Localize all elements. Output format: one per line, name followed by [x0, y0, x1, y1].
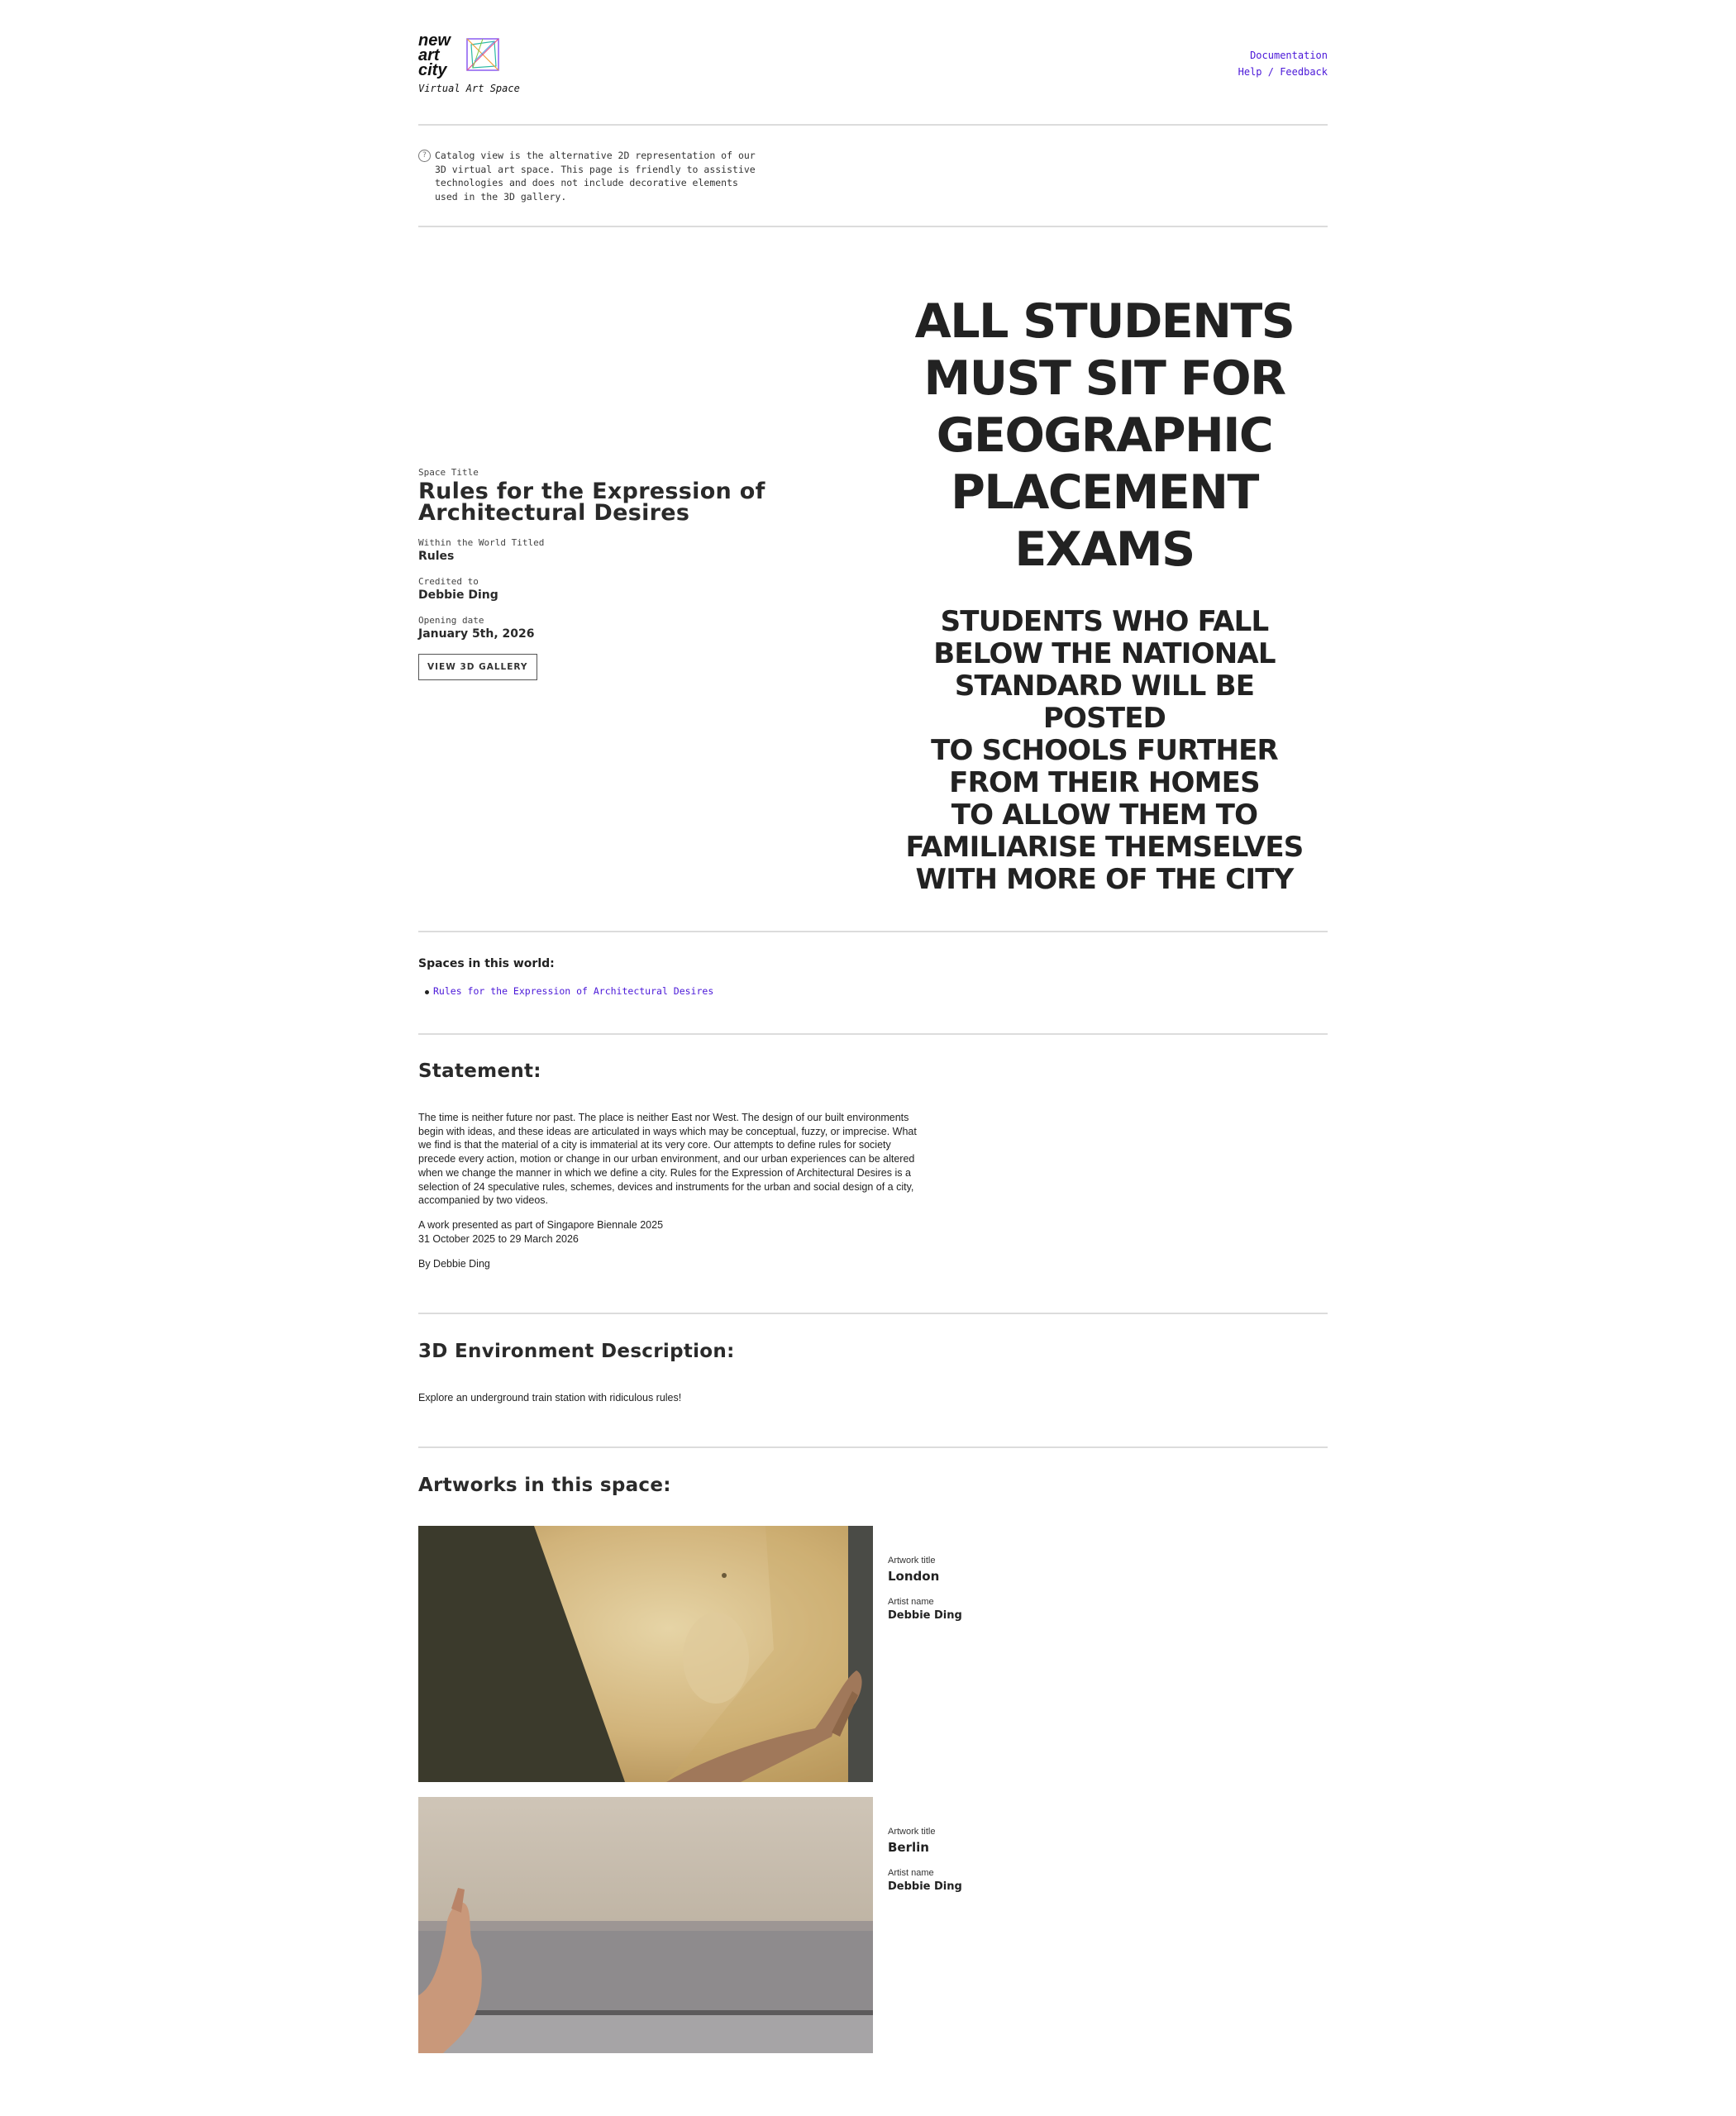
logo-wordmark[interactable] [418, 33, 451, 78]
view-3d-gallery-button[interactable]: VIEW 3D GALLERY [418, 654, 537, 680]
divider [418, 1033, 1328, 1035]
catalog-notice-text: Catalog view is the alternative 2D representation of our 3D virtual art space. This page is friendly to assistive technologies and does not include decorative elements used in the 3D gallery. [435, 150, 756, 203]
divider [418, 931, 1328, 932]
space-title: Rules for the Expression of Architectural Desires [418, 479, 765, 526]
artwork-title: Berlin [888, 1840, 929, 1855]
poster-sub-line: TO ALLOW THEM TO [951, 798, 1258, 832]
statement-heading: Statement: [418, 1060, 541, 1082]
artworks-heading: Artworks in this space: [418, 1475, 671, 1496]
artist-name-label: Artist name [888, 1868, 934, 1878]
artwork-title-label: Artwork title [888, 1556, 936, 1566]
divider [418, 226, 1328, 227]
list-bullet [425, 990, 429, 994]
poster-sub-line: TO SCHOOLS FURTHER [931, 734, 1278, 767]
environment-description: Explore an underground train station with ridiculous rules! [418, 1392, 682, 1404]
statement-paragraph: The time is neither future nor past. The place is neither East nor West. The design of our built environments begin with ideas, and these ideas are articulated in ways which may be conceptual, fuzzy, or imprecise. What we find is that the material of a city is immaterial at its very core. Our attempts to define rules for society precede every action, motion or change in our urban environment, and our urban experiences can be altered when we change the manner in which we define a city. Rules for the Expression of Architectural Desires is a selection of 24 speculative rules, schemes, devices and instruments for the urban and social design of a city, accompanied by two videos. [418, 1112, 917, 1207]
poster-headline-line: MUST SIT FOR [923, 351, 1285, 406]
environment-heading: 3D Environment Description: [418, 1341, 735, 1362]
question-circle-icon: ? [418, 150, 431, 162]
world-value: Rules [418, 550, 455, 563]
credited-value: Debbie Ding [418, 589, 498, 602]
logo-line: city [418, 61, 447, 79]
artist-name: Debbie Ding [888, 1609, 962, 1622]
poster-headline [898, 293, 1311, 579]
artwork-title: London [888, 1569, 940, 1584]
help-feedback-link[interactable]: Help / Feedback [1238, 66, 1328, 78]
poster-headline-line: ALL STUDENTS [914, 294, 1295, 349]
world-label: Within the World Titled [418, 537, 545, 548]
divider [418, 124, 1328, 126]
statement-biennale-line: A work presented as part of Singapore Biennale 2025 [418, 1219, 664, 1231]
logo-subtitle: Virtual Art Space [418, 83, 520, 94]
poster-sub-line: WITH MORE OF THE CITY [915, 863, 1294, 896]
poster-sub-line: FROM THEIR HOMES [949, 766, 1260, 799]
opening-date-label: Opening date [418, 615, 484, 626]
space-poster [898, 293, 1311, 896]
artwork-image-london[interactable] [418, 1526, 873, 1782]
artwork-title-label: Artwork title [888, 1827, 936, 1837]
credited-label: Credited to [418, 576, 479, 587]
poster-headline-line: PLACEMENT [951, 465, 1258, 520]
poster-sub-line: STUDENTS WHO FALL [940, 605, 1269, 638]
artist-name: Debbie Ding [888, 1880, 962, 1893]
statement-byline: By Debbie Ding [418, 1258, 490, 1270]
artwork-meta [888, 1556, 962, 1622]
space-details [418, 467, 815, 680]
artwork-image-berlin[interactable] [418, 1797, 873, 2053]
logo-line: new [418, 31, 451, 50]
logo-line: art [418, 46, 440, 64]
poster-sub-line: FAMILIARISE THEMSELVES [905, 831, 1304, 864]
artwork-meta [888, 1827, 962, 1893]
poster-headline-line: GEOGRAPHIC [936, 408, 1273, 463]
divider [418, 1313, 1328, 1314]
opening-date-value: January 5th, 2026 [418, 627, 535, 641]
poster-subtext [898, 606, 1311, 896]
artist-name-label: Artist name [888, 1597, 934, 1607]
divider [418, 1446, 1328, 1448]
poster-headline-line: EXAMS [1014, 522, 1195, 577]
poster-sub-line: BELOW THE NATIONAL [933, 637, 1276, 670]
documentation-link[interactable]: Documentation [1250, 50, 1328, 61]
poster-sub-line: STANDARD WILL BE POSTED [954, 670, 1255, 735]
space-link[interactable]: Rules for the Expression of Architectural Desires [433, 985, 714, 997]
logo-cube-icon[interactable] [465, 36, 501, 73]
spaces-heading: Spaces in this world: [418, 957, 555, 970]
top-links [1238, 47, 1328, 80]
space-title-label: Space Title [418, 467, 479, 478]
statement-dates-line: 31 October 2025 to 29 March 2026 [418, 1233, 579, 1245]
